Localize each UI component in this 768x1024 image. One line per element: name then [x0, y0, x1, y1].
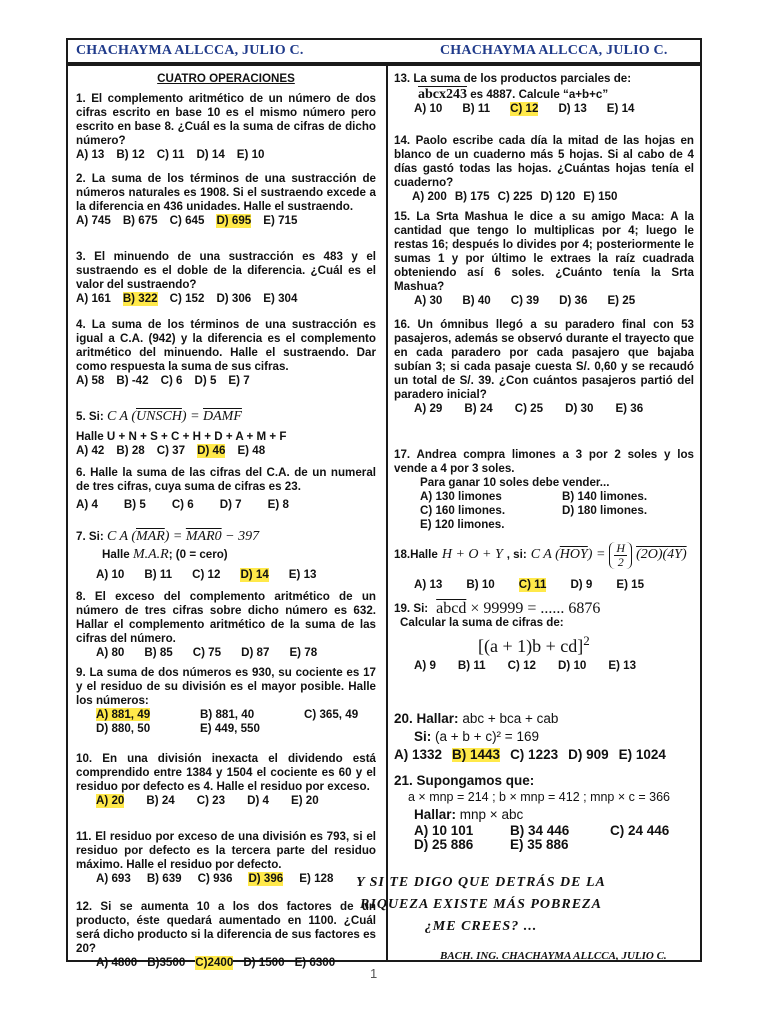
option: D) 4 [247, 794, 269, 807]
question-13: 13. La suma de los productos parciales de: abcx243 es 4887. Calcule “a+b+c” A) 10 B) 11 C) 12 D) 13 E) 14 [394, 72, 635, 115]
option: A) 42 [76, 444, 105, 457]
option-highlighted: D) 396 [248, 872, 284, 885]
question-15: 15. La Srta Mashua le dice a su amigo Maca: A la cantidad que tengo lo multiplicas por 4; luego le restas 16; después lo divides por 4; posteriormente le sumas 1 y por último le extraes la raíz cuadrada obteniendo así 6 soles. ¿Cuánto tenía la Srta Mashua? A) 30 B) 40 C) 39 D) 36 E) 25 [394, 210, 694, 307]
option: B) 12 [116, 148, 145, 161]
question-12: 12. Si se aumenta 10 a los dos factores de un producto, éste quedará aumentado en 1100. ¿Cuál será dicho producto si la diferencia de sus factores es 20? A) 4800 B)3500 C)2400 D) 1500 E) 6300 [76, 900, 376, 969]
option: B) 24 [464, 402, 493, 415]
option: D) 1500 [243, 956, 285, 969]
option: A) 4 [76, 498, 98, 511]
option: E) 78 [289, 646, 318, 659]
option: A) 9 [414, 659, 436, 672]
option: D) 87 [241, 646, 270, 659]
fraction: $\frac{H}{2}$ [609, 542, 632, 569]
option: D) 9 [570, 578, 593, 591]
section-title: CUATRO OPERACIONES [157, 72, 295, 85]
page-number: 1 [370, 966, 378, 981]
option: D) 909 [568, 747, 609, 762]
option: B) 10 [466, 578, 495, 591]
question-4: 4. La suma de los términos de una sustracción es igual a C.A. (942) y la diferencia es el complemento aritmético del minuendo. Halle el sustraendo. Dar como respuesta la suma de sus cifras. A) 58 B) -42 C) 6 D) 5 E) 7 [76, 318, 376, 387]
header-left: CHACHAYMA ALLCCA, JULIO C. [76, 43, 304, 58]
question-20: 20. Hallar: abc + bca + cab Si: (a + b + c)² = 169 A) 1332 B) 1443 C) 1223 D) 909 E) 1024 [394, 711, 666, 762]
option: A) 58 [76, 374, 105, 387]
option: C) 23 [196, 794, 226, 807]
header-box [66, 38, 702, 64]
option-highlighted: A) 881, 49 [96, 708, 151, 721]
option-highlighted: A) 20 [96, 794, 125, 807]
question-6: 6. Halle la suma de las cifras del C.A. de un numeral de tres cifras, cuya suma de cifras es 23. A) 4 B) 5 C) 6 D) 7 E) 8 [76, 466, 376, 511]
option: B) 24 [146, 794, 175, 807]
option: E) 120 limones. [420, 518, 505, 531]
option: B) 11 [457, 659, 486, 672]
option: C) 225 [497, 190, 533, 203]
option: B) 175 [454, 190, 490, 203]
question-10: 10. En una división inexacta el dividendo está comprendido entre 1384 y 1504 el cociente es 60 y el residuo por defecto es 4. Halle el residuo por exceso. A) 20 B) 24 C) 23 D) 4 E) 20 [76, 752, 376, 807]
option: D) 5 [194, 374, 217, 387]
option: A) 10 [414, 102, 443, 115]
question-17: 17. Andrea compra limones a 3 por 2 soles y los vende a 4 por 3 soles. Para ganar 10 soles debe vender... A) 130 limones B) 140 limones. C) 160 limones. D) 180 limones. E) 120 limones. [394, 448, 694, 532]
option: A) 4800 [96, 956, 138, 969]
option: A) 80 [96, 646, 125, 659]
option: E) 1024 [618, 747, 666, 762]
question-7: 7. Si: C A $(\overline{MAR}) = MAR0 - 397$ Halle M.A.R; (0 = cero) A) 10 B) 11 C) 12 D) 14 E) 13 [76, 529, 317, 581]
signature: BACH. ING. CHACHAYMA ALLCCA, JULIO C. [440, 950, 667, 962]
column-divider [386, 66, 388, 960]
option: C) 6 [160, 374, 183, 387]
quote: Y SI TE DIGO QUE DETRÁS DE LA RIQUEZA EXISTE MÁS POBREZA ¿ME CREES? ... [356, 875, 606, 934]
option: B) 881, 40 [200, 708, 255, 721]
question-14: 14. Paolo escribe cada día la mitad de las hojas en blanco de un cuaderno más 5 hojas. Si al cabo de 4 días gastó todas las hojas. ¿Cuántas hojas tenía el cuaderno? A) 200 B) 175 C) 225 D) 120 E) 150 [394, 134, 694, 203]
option: E) 36 [615, 402, 644, 415]
option: E) 150 [583, 190, 618, 203]
option: A) 161 [76, 292, 111, 305]
option: E) 13 [608, 659, 637, 672]
option: D) 880, 50 [96, 722, 151, 735]
option-highlighted: B) 322 [122, 292, 158, 305]
option: D) 13 [558, 102, 587, 115]
option: C) 6 [171, 498, 194, 511]
option-highlighted: C) 12 [510, 102, 539, 115]
option: B) -42 [116, 374, 149, 387]
option: E) 48 [237, 444, 266, 457]
option: A) 200 [412, 190, 447, 203]
question-8: 8. El exceso del complemento aritmético de un número de tres cifras sobre dicho número es 632. Hallar el complemento aritmético de la suma de las cifras del número. A) 80 B) 85 C) 75 D) 87 E) 78 [76, 590, 376, 659]
option: E) 449, 550 [200, 722, 260, 735]
option: B)3500 [147, 956, 186, 969]
option: C) 12 [507, 659, 536, 672]
option: D) 10 [557, 659, 587, 672]
option: E) 8 [267, 498, 289, 511]
option: E) 7 [228, 374, 250, 387]
option: A) 13 [414, 578, 443, 591]
option: E) 14 [606, 102, 635, 115]
option: B) 5 [123, 498, 146, 511]
question-16: 16. Un ómnibus llegó a su paradero final con 53 pasajeros, además se observó durante el trayecto que en cada paradero por cada pasajero que bajaba subían 3; si cada pasaje cuesta S/. 0,60 y se recaudó un total de S/. 39. ¿Con cuántos pasajeros partió del paradero inicial? A) 29 B) 24 C) 25 D) 30 E) 36 [394, 318, 694, 415]
option: A) 693 [96, 872, 131, 885]
question-19: 19. Si: abcd × 99999 = ...... 6876 Calcular la suma de cifras de: [(a + 1)b + cd]$^2$ A) 9 B) 11 C) 12 D) 10 E) 13 [394, 602, 694, 673]
option: A) 30 [414, 294, 443, 307]
option: E) 6300 [294, 956, 336, 969]
option: D) 36 [559, 294, 588, 307]
option: C) 365, 49 [304, 708, 359, 721]
option: D) 14 [196, 148, 225, 161]
option: B) 28 [116, 444, 145, 457]
question-18: 18.Halle H + O + Y , si: C A $(\overline{HOY})$ = $\frac{H}{2}$ (2O)(4Y) A) 13 B) 10 C) 11 D) 9 E) 15 [394, 540, 687, 591]
formula: [(a + 1)b + cd]$^2$ [478, 633, 590, 656]
option: A) 13 [76, 148, 105, 161]
option: B) 34 446 [510, 823, 570, 838]
option-highlighted: D) 14 [240, 568, 269, 581]
option: B) 40 [462, 294, 491, 307]
worksheet [66, 64, 702, 969]
option-highlighted: D) 695 [216, 214, 252, 227]
option: A) 10 [96, 568, 125, 581]
option: D) 30 [565, 402, 594, 415]
option: A) 130 limones [420, 490, 502, 503]
option: C) 152 [169, 292, 205, 305]
option: C) 75 [192, 646, 222, 659]
question-2: 2. La suma de los términos de una sustracción de números naturales es 1908. Si el sustraendo excede a la diferencia en 436 unidades. Halle el sustraendo. A) 745 B) 675 C) 645 D) 695 E) 715 [76, 172, 376, 227]
option: D) 306 [216, 292, 252, 305]
question-5: 5. Si: C A (UNSCH) = DAMF Halle U + N + S + C + H + D + A + M + F A) 42 B) 28 C) 37 D) 46 E) 48 [76, 409, 287, 457]
option: D) 25 886 [414, 837, 474, 852]
option: A) 745 [76, 214, 111, 227]
option: E) 715 [263, 214, 298, 227]
option-highlighted: D) 46 [197, 444, 226, 457]
option: E) 20 [290, 794, 319, 807]
option: C) 39 [510, 294, 540, 307]
option: E) 25 [607, 294, 636, 307]
option: B) 675 [122, 214, 158, 227]
option-highlighted: C) 11 [518, 578, 547, 591]
option: C) 11 [156, 148, 185, 161]
option-highlighted: C)2400 [195, 956, 234, 969]
question-11: 11. El residuo por exceso de una división es 793, si el residuo por defecto es la tercera parte del residuo máximo. Halle el residuo por defecto. A) 693 B) 639 C) 936 D) 396 E) 128 [76, 830, 376, 885]
option: A) 29 [414, 402, 443, 415]
option: E) 128 [299, 872, 334, 885]
option: A) 10 101 [414, 823, 474, 838]
option: E) 13 [288, 568, 317, 581]
option: E) 304 [263, 292, 298, 305]
option: E) 10 [236, 148, 265, 161]
question-3: 3. El minuendo de una sustracción es 483 y el sustraendo es el doble de la diferencia. ¿Cuál es el valor del sustraendo? A) 161 B) 322 C) 152 D) 306 E) 304 [76, 250, 376, 305]
option-highlighted: B) 1443 [452, 747, 501, 762]
option: D) 120 [540, 190, 576, 203]
option: B) 11 [462, 102, 491, 115]
option: C) 12 [192, 568, 221, 581]
option: B) 11 [144, 568, 173, 581]
option: C) 37 [156, 444, 186, 457]
option: C) 24 446 [610, 823, 670, 838]
option: C) 1223 [510, 747, 559, 762]
option: C) 25 [514, 402, 544, 415]
option: D) 180 limones. [562, 504, 648, 517]
option: C) 936 [197, 872, 233, 885]
option: C) 160 limones. [420, 504, 506, 517]
option: A) 1332 [394, 747, 443, 762]
question-21: 21. Supongamos que: a × mnp = 214 ; b × mnp = 412 ; mnp × c = 366 Hallar: mnp × abc A) 10 101 B) 34 446 C) 24 446 D) 25 886 E) 35 886 [394, 774, 694, 852]
option: B) 85 [144, 646, 173, 659]
option: C) 645 [169, 214, 205, 227]
question-9: 9. La suma de dos números es 930, su cociente es 17 y el residuo de su división es el mayor posible. Halle los números: A) 881, 49 B) 881, 40 C) 365, 49 D) 880, 50 E) 449, 550 [76, 666, 376, 736]
option: B) 639 [146, 872, 182, 885]
option: E) 15 [616, 578, 645, 591]
option: D) 7 [219, 498, 242, 511]
option: E) 35 886 [510, 837, 569, 852]
header-right: CHACHAYMA ALLCCA, JULIO C. [440, 43, 668, 58]
question-1: 1. El complemento aritmético de un número de dos cifras escrito en base 10 es el mismo número pero escrito en base 8. ¿Cuál es la suma de cifras de dicho número? A) 13 B) 12 C) 11 D) 14 E) 10 [76, 92, 376, 161]
option: B) 140 limones. [562, 490, 648, 503]
